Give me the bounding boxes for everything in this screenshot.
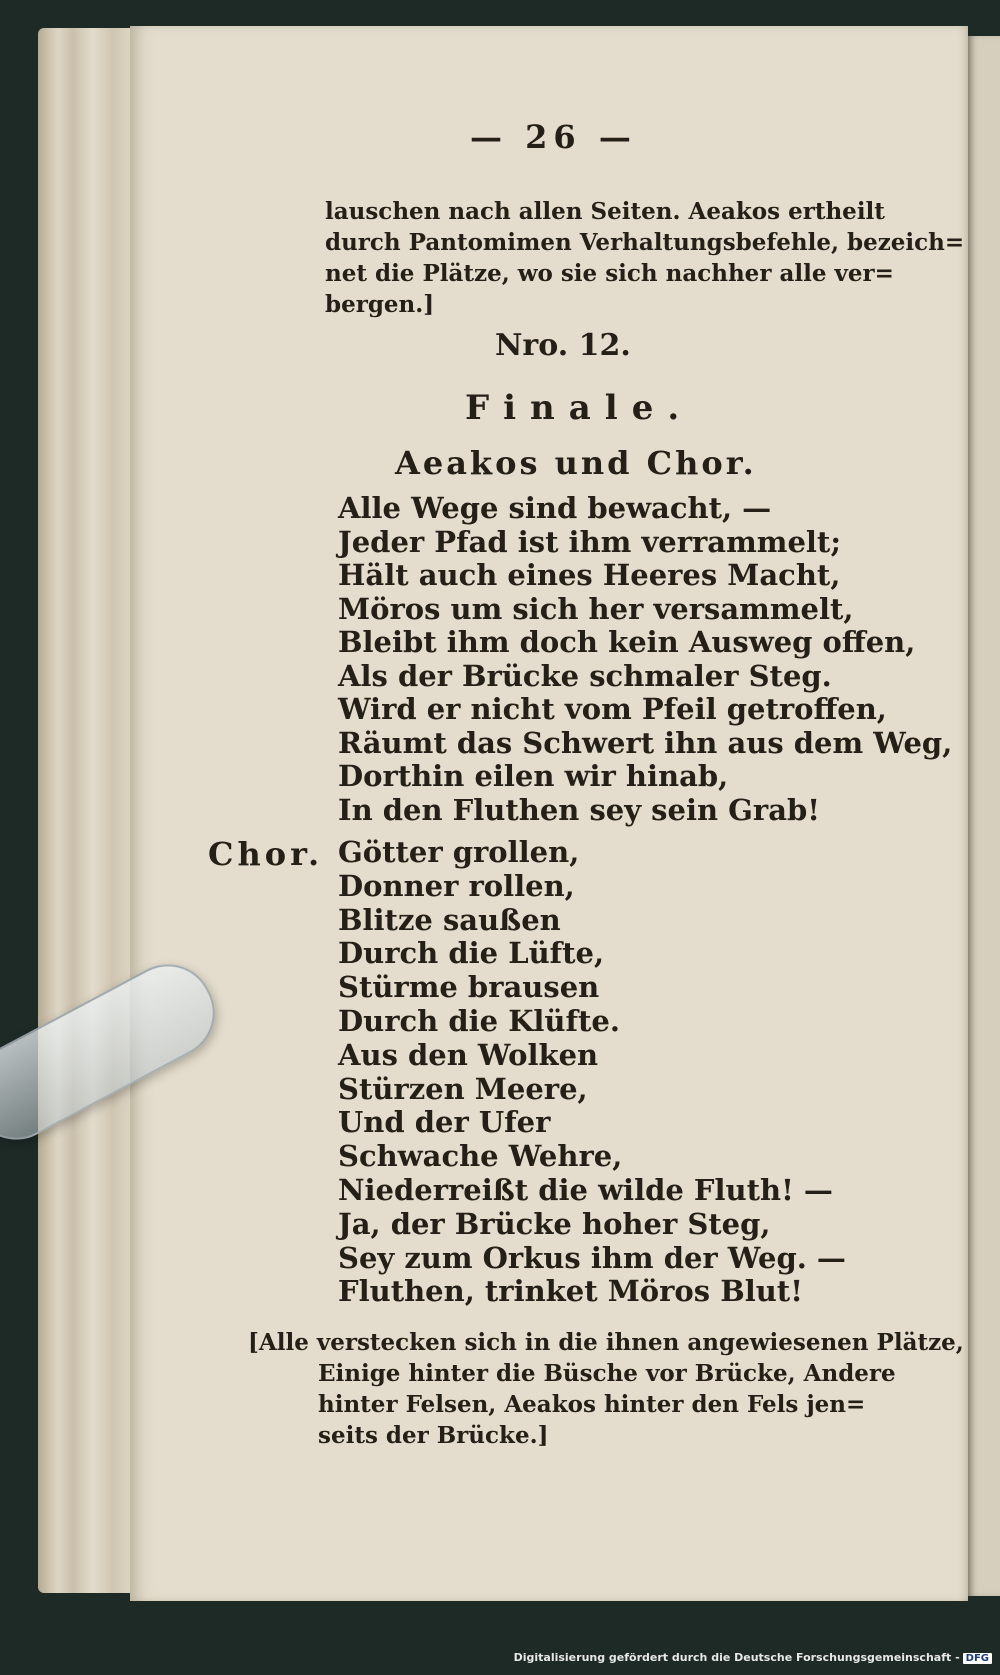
verse-line: Wird er nicht vom Pfeil getroffen, — [338, 692, 887, 726]
verse-line: In den Fluthen sey sein Grab! — [338, 792, 820, 827]
stage-direction-line: durch Pantomimen Verhaltungsbefehle, bezeich= — [325, 229, 965, 256]
stage-direction-line: seits der Brücke.] — [318, 1422, 549, 1449]
digitization-credit — [514, 1651, 992, 1664]
verse-line: Blitze saußen — [338, 902, 561, 937]
verse-line: Räumt das Schwert ihn aus dem Weg, — [338, 725, 953, 760]
stage-direction-line: bergen.] — [325, 291, 435, 318]
verse-line: Ja, der Brücke hoher Steg, — [338, 1206, 771, 1241]
verse-line: Jeder Pfad ist ihm verrammelt; — [338, 524, 842, 559]
singers-heading: Aeakos und Chor. — [395, 444, 757, 482]
stage-direction-line: hinter Felsen, Aeakos hinter den Fels jen= — [318, 1391, 866, 1418]
page-number: — 26 — — [470, 118, 637, 156]
stage-direction-line: lauschen nach allen Seiten. Aeakos ertheilt — [325, 198, 885, 225]
verse-line: Aus den Wolken — [338, 1037, 599, 1072]
verse-line: Schwache Wehre, — [338, 1139, 623, 1174]
verse-line: Als der Brücke schmaler Steg. — [338, 658, 832, 693]
stage-direction-line: Einige hinter die Büsche vor Brücke, Andere — [318, 1360, 896, 1387]
verse-line: Möros um sich her versammelt, — [338, 591, 854, 626]
verse-line: Niederreißt die wilde Fluth! — — [338, 1172, 833, 1207]
verse-line: Stürzen Meere, — [338, 1071, 588, 1106]
verse-line: Alle Wege sind bewacht, — — [338, 491, 772, 525]
verse-line: Stürme brausen — [338, 970, 600, 1005]
verse-line: Dorthin eilen wir hinab, — [338, 759, 729, 793]
finale-heading: Finale. — [465, 388, 694, 428]
number-heading: Nro. 12. — [495, 328, 631, 363]
verse-line: Fluthen, trinket Möros Blut! — [338, 1274, 803, 1309]
verse-line: Durch die Lüfte, — [338, 936, 605, 971]
credit-text: Digitalisierung gefördert durch die Deutsche Forschungsgemeinschaft - — [513, 1651, 960, 1664]
verse-aeakos — [338, 492, 952, 827]
verse-line: Donner rollen, — [338, 868, 575, 903]
verse-line: Hält auch eines Heeres Macht, — [338, 558, 841, 592]
stage-direction-line: [Alle verstecken sich in die ihnen angewiesenen Plätze, — [248, 1329, 964, 1356]
stage-direction-bottom — [248, 1327, 964, 1451]
verse-line: Und der Ufer — [338, 1105, 551, 1140]
page-stack-edge — [38, 28, 138, 1593]
verse-line: Durch die Klüfte. — [338, 1003, 620, 1038]
dfg-logo: DFG — [963, 1653, 992, 1664]
verse-line: Sey zum Orkus ihm der Weg. — — [338, 1240, 846, 1275]
verse-line: Götter grollen, — [338, 835, 580, 869]
next-page-edge — [968, 36, 1000, 1596]
stage-direction-line: net die Plätze, wo sie sich nachher alle ver= — [325, 260, 894, 287]
verse-line: Bleibt ihm doch kein Ausweg offen, — [338, 625, 916, 659]
stage-direction-top — [325, 196, 964, 320]
verse-chor — [338, 836, 846, 1309]
chor-speaker-label: Chor. — [208, 835, 324, 873]
